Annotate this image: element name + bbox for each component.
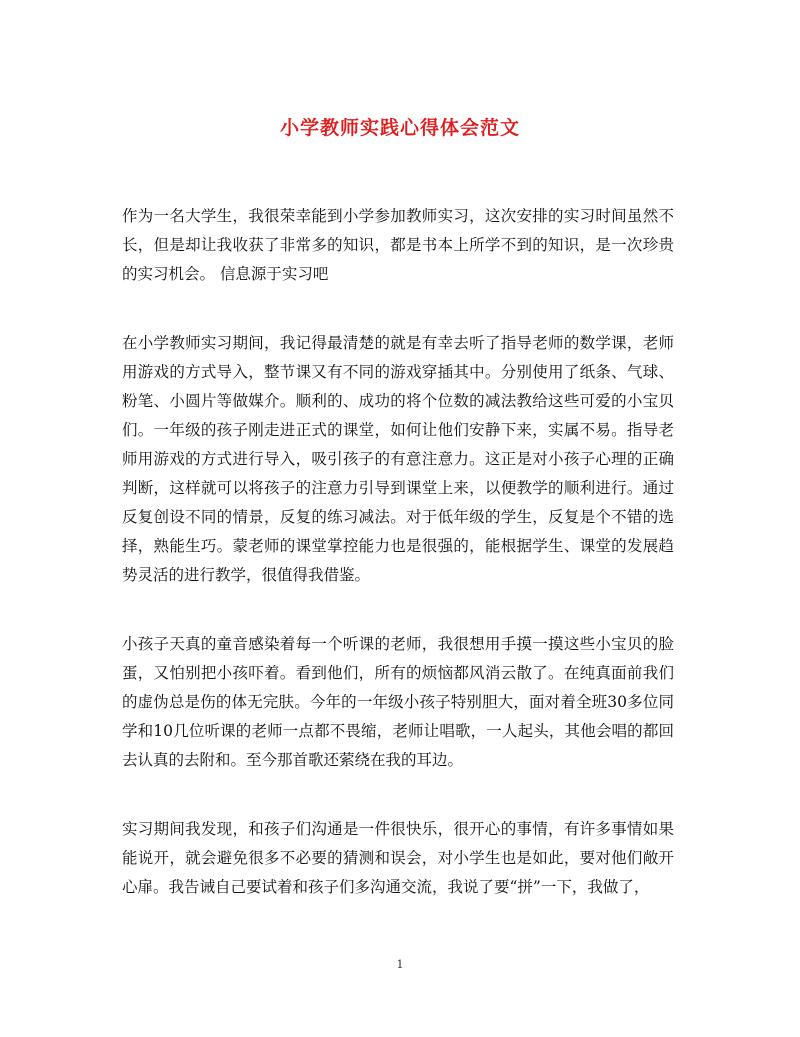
paragraph-2: 在小学教师实习期间，我记得最清楚的就是有幸去听了指导老师的数学课，老师用游戏的方式导入，整节课又有不同的游戏穿插其中。分别使用了纸条、气球、粉笔、小圆片等做媒介。顺利的、成功的将个位数的减法教给这些可爱的小宝贝们。一年级的孩子刚走进正式的课堂，如何让他们安静下来，实属不易。指导老师用游戏的方式进行导入，吸引孩子的有意注意力。这正是对小孩子心理的正确判断，这样就可以将孩子的注意力引导到课堂上来，以便教学的顺利进行。通过反复创设不同的情景，反复的练习减法。对于低年级的学生，反复是个不错的选择，熟能生巧。蒙老师的课堂掌控能力也是很强的，能根据学生、课堂的发展趋势灵活的进行教学，很值得我借鉴。 (122, 334, 674, 584)
document-body (122, 202, 674, 902)
paragraph-3: 小孩子天真的童音感染着每一个听课的老师，我很想用手摸一摸这些小宝贝的脸蛋，又怕别把小孩吓着。看到他们，所有的烦恼都风消云散了。在纯真面前我们的虚伪总是伤的体无完肤。今年的一年级小孩子特别胆大，面对着全班30多位同学和10几位听课的老师一点都不畏缩，老师让唱歌，一人起头，其他会唱的都回去认真的去附和。至今那首歌还萦绕在我的耳边。 (122, 635, 674, 769)
paragraph-1: 作为一名大学生，我很荣幸能到小学参加教师实习，这次安排的实习时间虽然不长，但是却让我收获了非常多的知识，都是书本上所学不到的知识，是一次珍贵的实习机会。 信息源于实习吧 (122, 207, 674, 283)
document-title: 小学教师实践心得体会范文 (279, 117, 520, 139)
paragraph-4: 实习期间我发现，和孩子们沟通是一件很快乐，很开心的事情，有许多事情如果能说开，就会避免很多不必要的猜测和误会，对小学生也是如此，要对他们敞开心扉。我告诫自己要试着和孩子们多沟通交流，我说了要“拼”一下，我做了， (122, 820, 674, 896)
page-number: 1 (396, 958, 404, 971)
